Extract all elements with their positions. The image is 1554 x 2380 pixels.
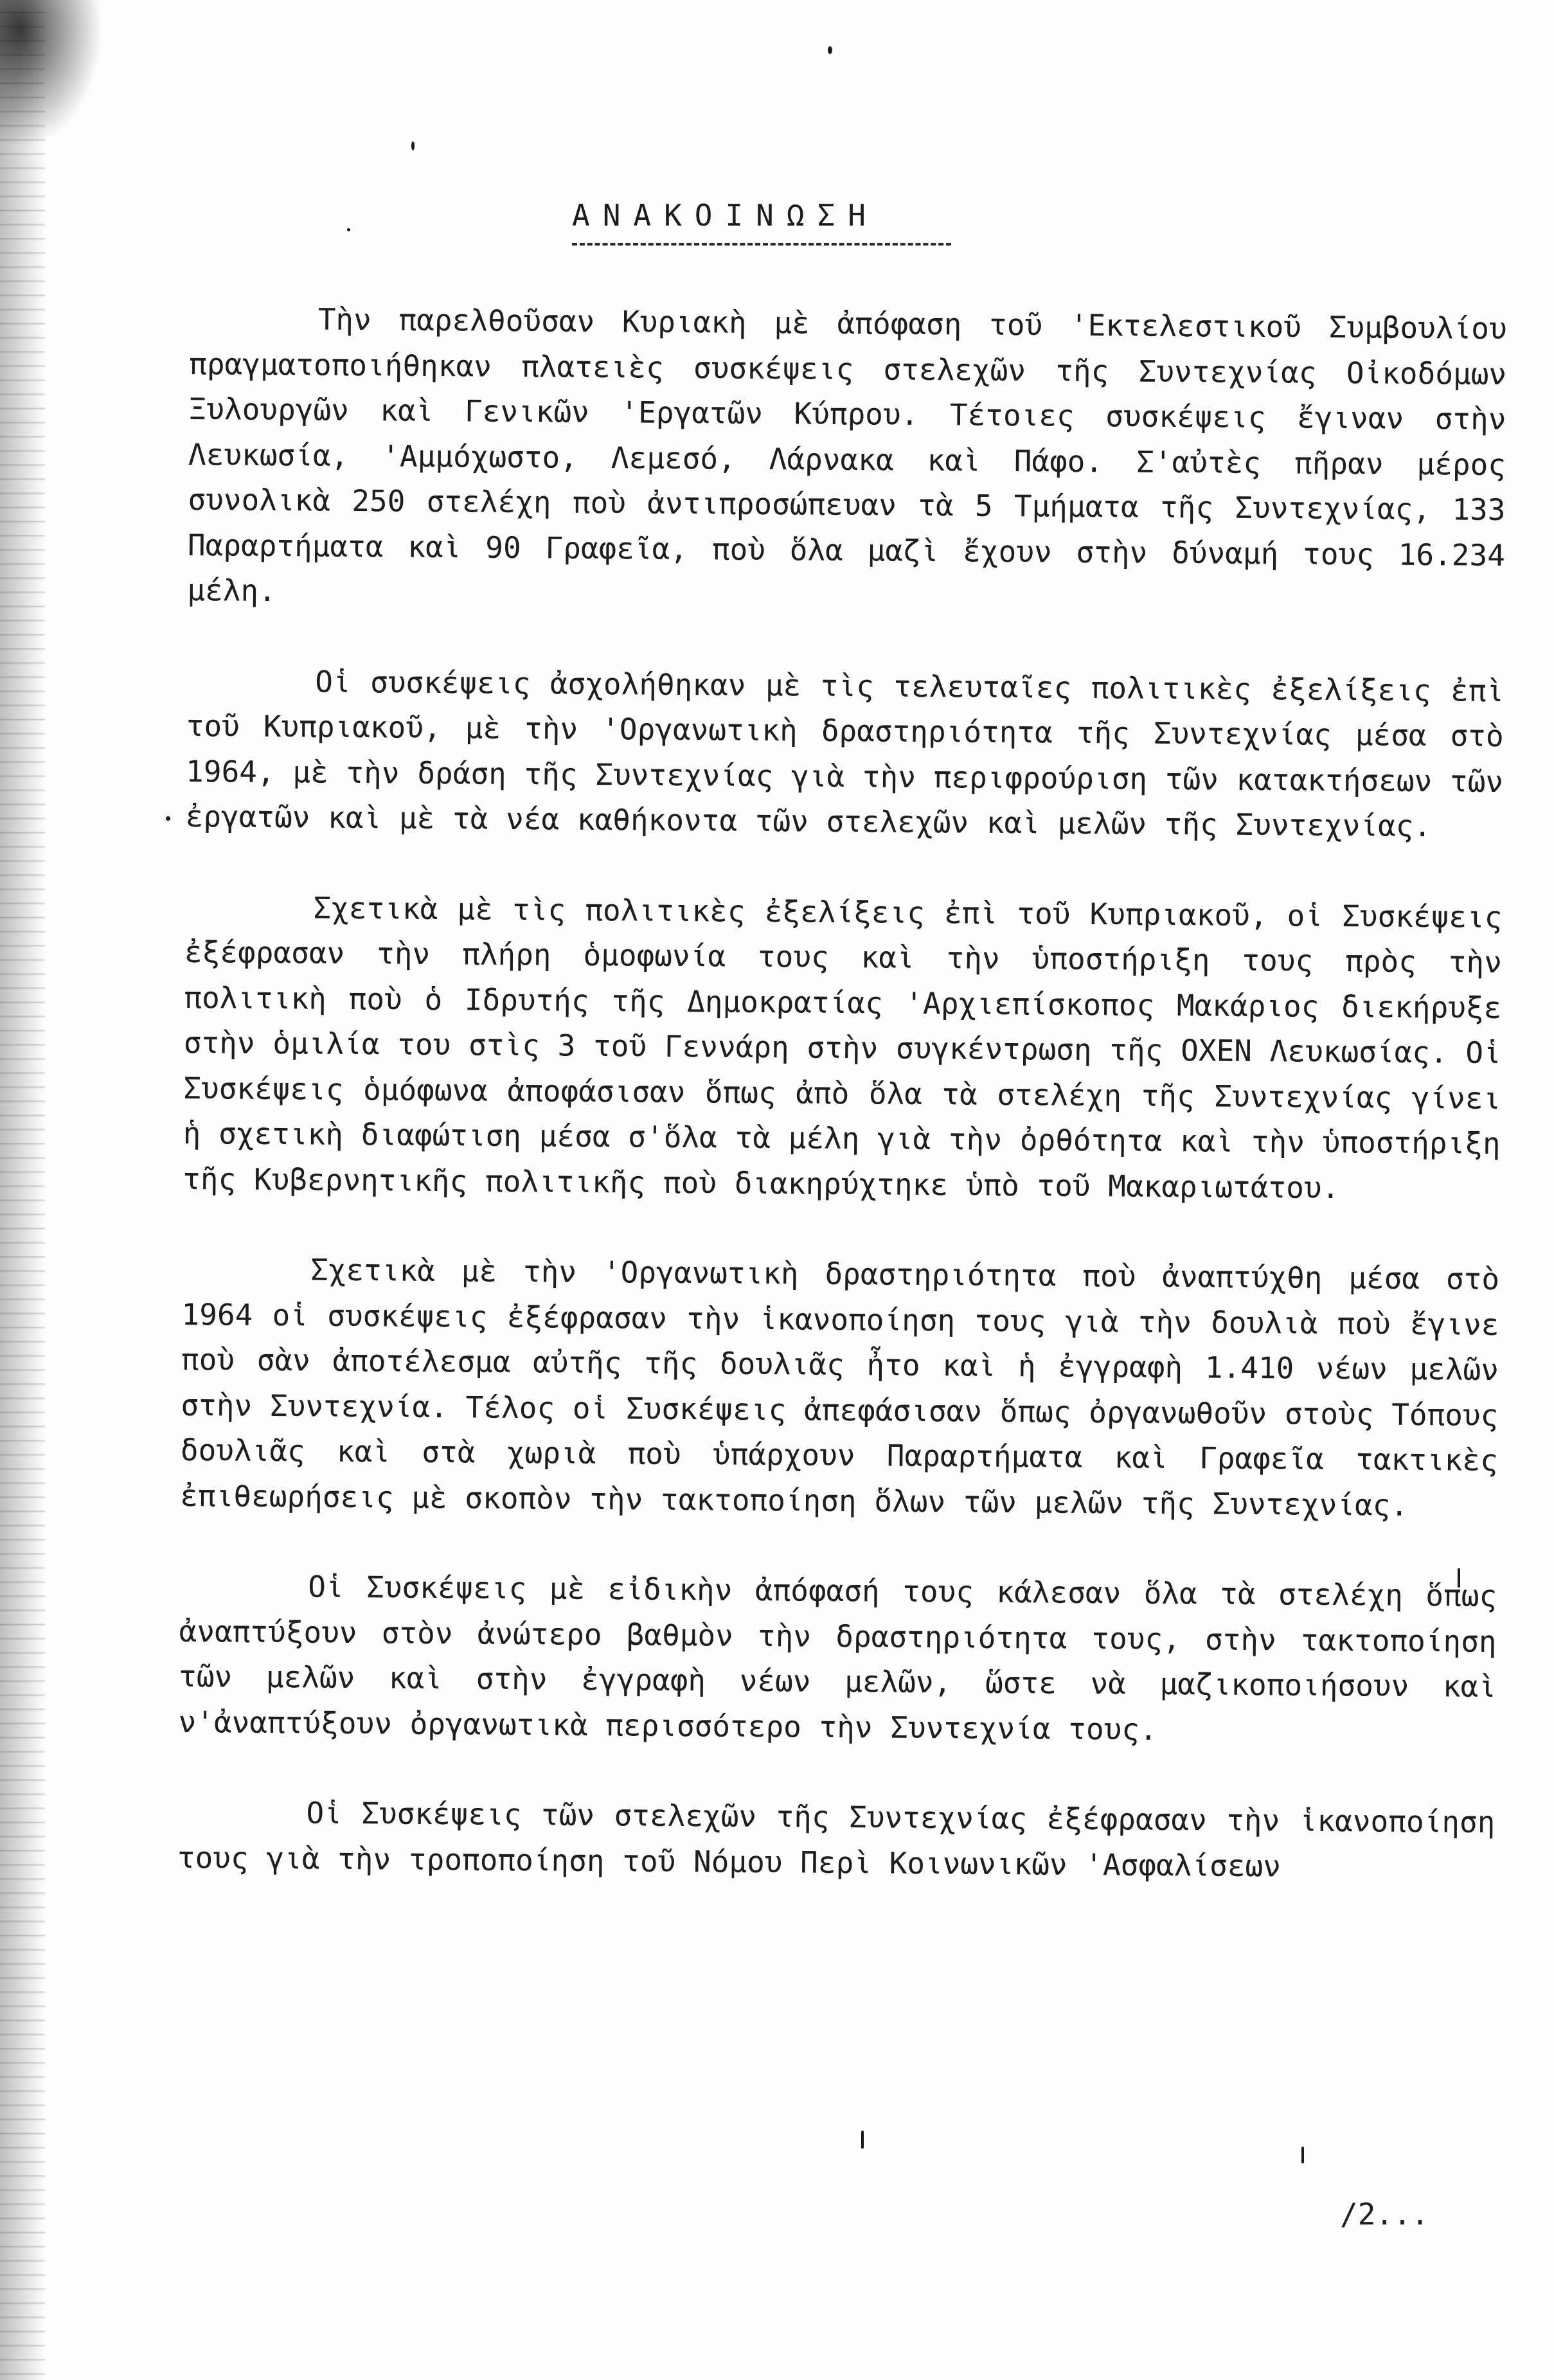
scan-speck <box>861 2131 864 2149</box>
page-continuation: /2... <box>1340 2197 1429 2232</box>
document-body <box>177 296 1507 1935</box>
paragraph-4: Σχετικὰ μὲ τὴν 'Οργανωτικὴ δραστηριότητα ποὺ ἀναπτύχθη μέσα στὸ 1964 οἱ συσκέψεις ἐξέφρασαν τὴν ἱκανοποίηση τους γιὰ τὴν δουλιὰ ποὺ ἔγινε ποὺ σὰν ἀποτέλεσμα αὐτῆς τῆς δουλιᾶς ἦτο καὶ ἡ ἐγγραφὴ 1.410 νέων μελῶν στὴν Συντεχνία. Τέλος οἱ Συσκέψεις ἀπεφάσισαν ὅπως ὀργανωθοῦν στοὺς Τόπους δουλιᾶς καὶ στὰ χωριὰ ποὺ ὑπάρχουν Παραρτήματα καὶ Γραφεῖα τακτικὲς ἐπιθεωρήσεις μὲ σκοπὸν τὴν τακτοποίηση ὅλων τῶν μελῶν τῆς Συντεχνίας. <box>180 1252 1500 1523</box>
scan-speck <box>166 816 170 821</box>
paragraph-5: Οἱ Συσκέψεις μὲ εἰδικὴν ἀπόφασή τους κάλεσαν ὅλα τὰ στελέχη ὅπως ἀναπτύξουν στὸν ἀνώτερο βαθμὸν τὴν δραστηριότητα τους, στὴν τακτοποίηση τῶν μελῶν καὶ στὴν ἐγγραφὴ νέων μελῶν, ὥστε νὰ μαζικοποιήσουν καὶ ν'ἀναπτύξουν ὀργανωτικὰ περισσότερο τὴν Συντεχνία τους. <box>178 1569 1497 1747</box>
scan-speck <box>347 228 350 231</box>
paragraph-3: Σχετικὰ μὲ τὶς πολιτικὲς ἐξελίξεις ἐπὶ τοῦ Κυπριακοῦ, οἱ Συσκέψεις ἐξέφρασαν τὴν πλήρη ὁμοφωνία τους καὶ τὴν ὑποστήριξη τους πρὸς τὴν πολιτικὴ ποὺ ὁ Ιδρυτής τῆς Δημοκρατίας 'Αρχιεπίσκοπος Μακάριος διεκήρυξε στὴν ὁμιλία του στὶς 3 τοῦ Γεννάρη στὴν συγκέντρωση τῆς ΟΧΕΝ Λευκωσίας. Οἱ Συσκέψεις ὁμόφωνα ἀποφάσισαν ὅπως ἀπὸ ὅλα τὰ στελέχη τῆς Συντεχνίας γίνει ἡ σχετικὴ διαφώτιση μέσα σ'ὅλα τὰ μέλη γιὰ τὴν ὀρθότητα καὶ τὴν ὑποστήριξη τῆς Κυβερνητικῆς πολιτικῆς ποὺ διακηρύχτηκε ὑπὸ τοῦ Μακαριωτάτου. <box>183 890 1503 1205</box>
scan-speck <box>411 141 415 150</box>
paragraph-6: Οἱ Συσκέψεις τῶν στελεχῶν τῆς Συντεχνίας ἐξέφρασαν τὴν ἱκανοποίηση τους γιὰ τὴν τροποποίηση τοῦ Νόμου Περὶ Κοινωνικῶν 'Ασφαλίσεων <box>177 1795 1496 1883</box>
paragraph-1: Τὴν παρελθοῦσαν Κυριακὴ μὲ ἀπόφαση τοῦ 'Εκτελεστικοῦ Συμβουλίου πραγματοποιήθηκαν πλατειὲς συσκέψεις στελεχῶν τῆς Συντεχνίας Οἰκοδόμων Ξυλουργῶν καὶ Γενικῶν 'Εργατῶν Κύπρου. Τέτοιες συσκέψεις ἔγιναν στὴν Λευκωσία, 'Αμμόχωστο, Λεμεσό, Λάρνακα καὶ Πάφο. Σ'αὐτὲς πῆραν μέρος συνολικὰ 250 στελέχη ποὺ ἀντιπροσώπευαν τὰ 5 Τμήματα τῆς Συντεχνίας, 133 Παραρτήματα καὶ 90 Γραφεῖα, ποὺ ὅλα μαζὶ ἔχουν στὴν δύναμή τους 16.234 μέλη. <box>187 301 1507 609</box>
scan-speck <box>828 46 832 54</box>
paragraph-2: Οἱ συσκέψεις ἀσχολήθηκαν μὲ τὶς τελευταῖες πολιτικὲς ἐξελίξεις ἐπὶ τοῦ Κυπριακοῦ, μὲ τὴν 'Οργανωτικὴ δραστηριότητα τῆς Συντεχνίας μέσα στὸ 1964, μὲ τὴν δράση τῆς Συντεχνίας γιὰ τὴν περιφρούριση τῶν κατακτήσεων τῶν ἐργατῶν καὶ μὲ τὰ νέα καθήκοντα τῶν στελεχῶν καὶ μελῶν τῆς Συντεχνίας. <box>185 664 1505 844</box>
document-title: ΑΝΑΚΟΙΝΩΣΗ <box>572 198 879 233</box>
scan-edge-noise <box>0 0 45 2380</box>
scan-speck <box>1301 2147 1304 2163</box>
title-underline <box>572 243 951 246</box>
scan-edge-blot <box>0 0 103 148</box>
